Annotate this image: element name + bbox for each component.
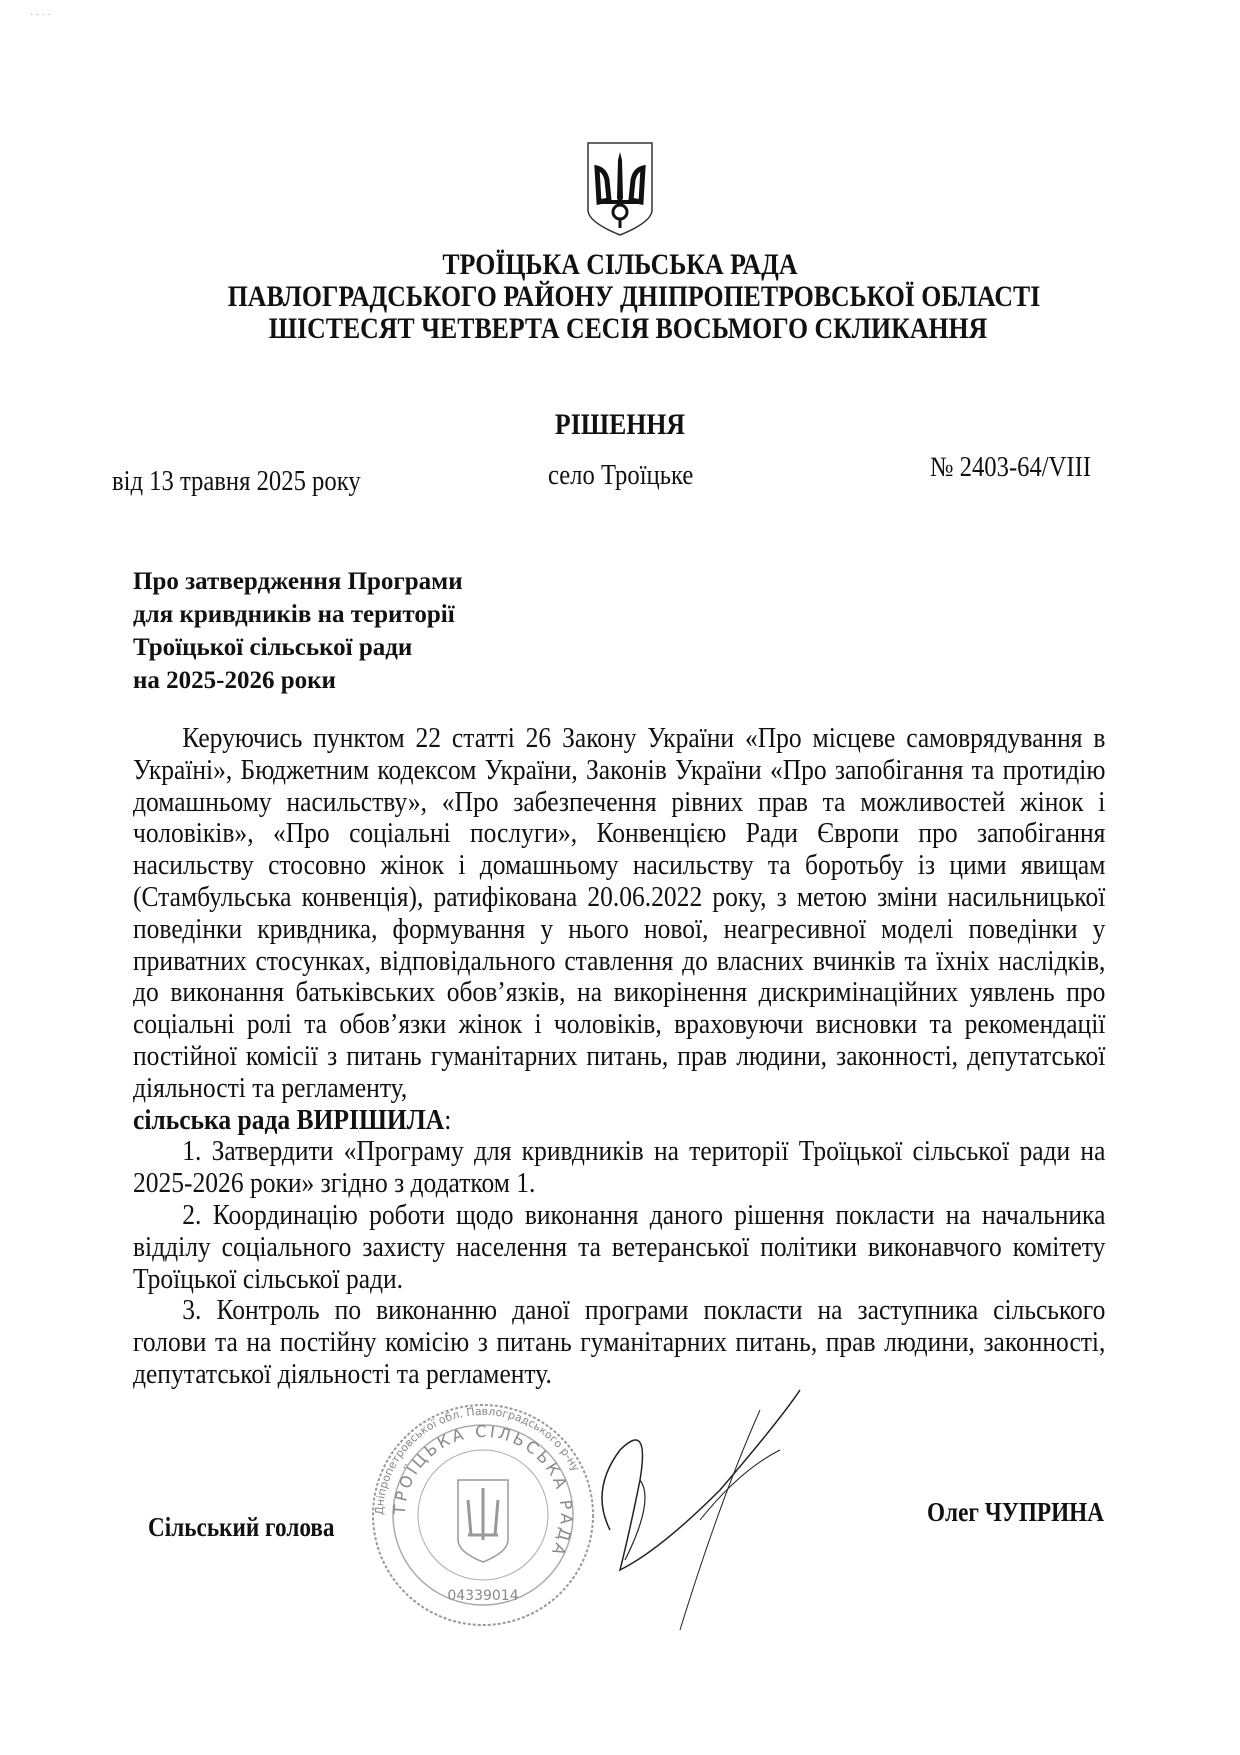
- resolution-item-3: 3. Контроль по виконанню даної програми покласти на заступника сільського голови та на постійну комісію з питань гуманітарних питань, прав людини, законності, депутатської діяльності та регламенту.: [133, 1294, 1106, 1390]
- stamp-outer-text: Дніпропетровської обл. Павлоградського р-ну: [372, 1404, 583, 1516]
- resolution-item-1: 1. Затвердити «Програму для кривдників на території Троїцької сільської ради на 2025-2026 роки» згідно з додатком 1.: [133, 1135, 1106, 1200]
- scan-artifacts: · · · ·: [30, 10, 51, 21]
- decision-date: від 13 травня 2025 року: [112, 466, 361, 497]
- resolved-text: сільська рада ВИРІШИЛА: [133, 1103, 445, 1136]
- resolution-item-2: 2. Координацію роботи щодо виконання даного рішення покласти на начальника відділу соціального захисту населення та ветеранської політики виконавчого комітету Троїцької сільської ради.: [133, 1198, 1106, 1295]
- document-title: РІШЕННЯ: [554, 408, 686, 441]
- resolved-colon: :: [444, 1103, 452, 1136]
- stamp-inner-text: ТРОЇЦЬКА СІЛЬСЬКА РАДА: [389, 1421, 577, 1562]
- signatory-name: Олег ЧУПРИНА: [927, 1497, 1104, 1527]
- subject-line: Про затвердження Програми: [133, 568, 463, 595]
- official-stamp-icon: [368, 1400, 598, 1630]
- coat-of-arms-of-ukraine-icon: [585, 140, 655, 237]
- preamble-paragraph: Керуючись пунктом 22 статті 26 Закону України «Про місцеве самоврядування в Україні», Бюджетним кодексом України, Законів України «Про запобігання та протидію домашньому насильству», «Про забезпечення рівних прав та можливостей жінок і чоловіків», «Про соціальні послуги», Конвенцією Ради Європи про запобігання насильству стосовно жінок і домашньому насильству та боротьбу із цими явищам (Стамбульська конвенція), ратифікована 20.06.2022 року, з метою зміни насильницької поведінки кривдника, формування у нього нової, неагресивної моделі поведінки у приватних стосунках, відповідального ставлення до власних вчинків та їхніх наслідків, до виконання батьківських обов’язків, на викорінення дискримінаційних уявлень про соціальні ролі та обов’язки жінок і чоловіків, враховуючи висновки та рекомендації постійної комісії з питань гуманітарних питань, прав людини, законності, депутатської діяльності та регламенту,: [133, 722, 1106, 1104]
- signatory-title: Сільський голова: [148, 1512, 335, 1542]
- decision-subject: [133, 565, 463, 697]
- stamp-code: 04339014: [447, 1588, 519, 1604]
- subject-line: Троїцької сільської ради: [133, 634, 413, 661]
- subject-line: для кривдників на території: [133, 601, 455, 628]
- header-district: ПАВЛОГРАДСЬКОГО РАЙОНУ ДНІПРОПЕТРОВСЬКОЇ ОБЛАСТІ: [227, 280, 1041, 313]
- decision-place: село Троїцьке: [548, 460, 694, 491]
- handwritten-signature-icon: [580, 1380, 920, 1680]
- decision-number: № 2403-64/VIII: [930, 452, 1092, 483]
- resolved-line: [133, 1105, 1105, 1137]
- subject-line: на 2025-2026 роки: [133, 667, 336, 694]
- header-session: ШІСТЕСЯТ ЧЕТВЕРТА СЕСІЯ ВОСЬМОГО СКЛИКАННЯ: [268, 312, 988, 345]
- header-council-name: ТРОЇЦЬКА СІЛЬСЬКА РАДА: [442, 248, 798, 281]
- decision-body: [133, 723, 1105, 1391]
